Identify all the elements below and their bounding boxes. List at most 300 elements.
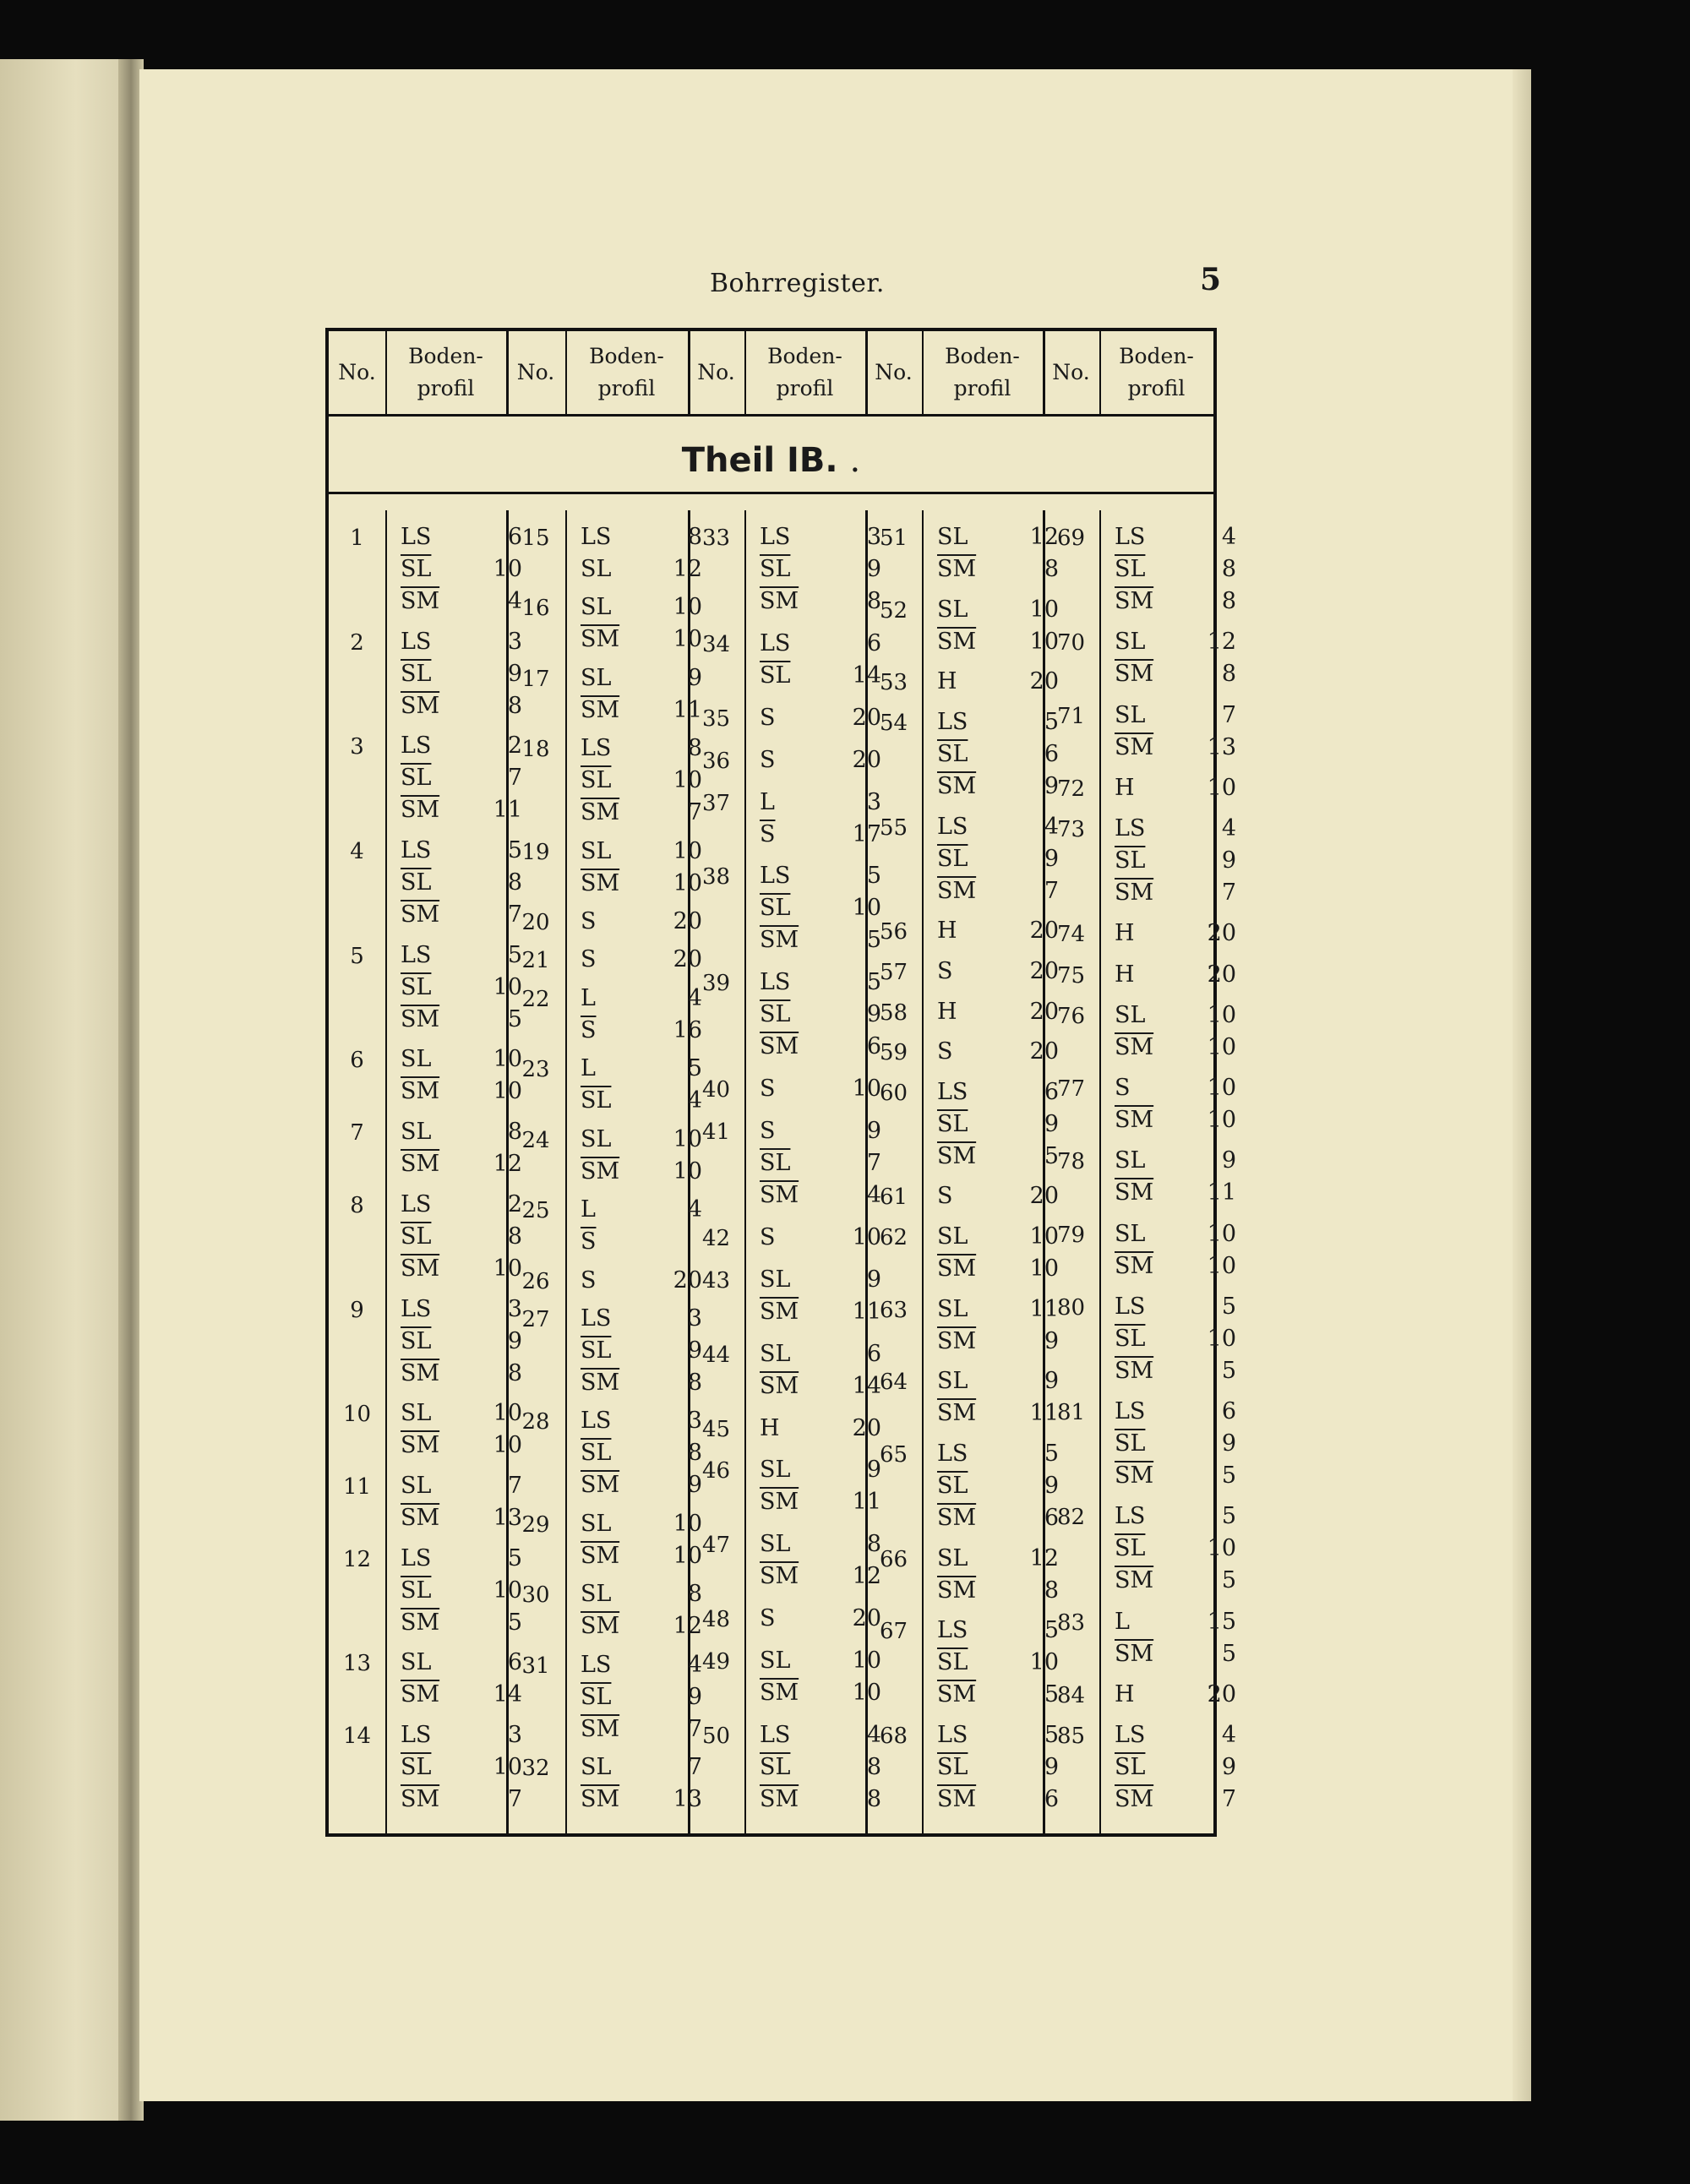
layer-thickness: 8 [1221,588,1236,614]
profile-layer [581,594,702,620]
soil-code: $\overline{SM}$ [401,1255,440,1282]
layer-thickness: 4 [687,984,702,1011]
profile-layer [1115,1221,1236,1247]
profile-layer [760,969,881,995]
layer-thickness: 20 [1029,1183,1059,1210]
soil-code: $\overline{SL}$ [937,845,968,872]
entry-number: 55 [879,814,908,841]
layer-thickness: 11 [1029,1400,1059,1427]
profile-layer [760,1182,881,1208]
entry-number: 65 [879,1442,908,1468]
soil-code: $\overline{SL}$ [401,556,432,582]
layer-thickness: 8 [507,869,522,896]
layer-thickness: 8 [507,1359,522,1386]
soil-code: SL [937,1544,968,1571]
layer-thickness: 11 [493,797,522,824]
profile-layer [937,1368,1059,1394]
layer-thickness: 20 [852,1414,881,1441]
soil-code: LS [581,524,612,550]
profile-layer [760,1033,881,1059]
profile-layer [937,709,1059,735]
profile-layer [937,1649,1059,1675]
profile-layer [401,556,522,582]
entry-number: 10 [342,1402,372,1428]
profile-layer [401,693,522,719]
profile-layer [760,662,881,689]
profile-layer [1115,1641,1236,1667]
profile-layer [1115,1535,1236,1561]
layer-thickness: 10 [1207,1033,1236,1060]
layer-thickness: 20 [852,746,881,773]
soil-code: $\overline{SM}$ [760,1372,799,1399]
soil-code: LS [760,1722,791,1748]
profile-layer [581,556,702,582]
layer-thickness: 4 [687,1087,702,1114]
profile-layer [1115,1786,1236,1812]
layer-thickness: 9 [866,1266,881,1293]
layer-thickness: 8 [866,1754,881,1780]
soil-code: $\overline{SL}$ [401,973,432,1000]
profile-layer [401,1609,522,1636]
profile-layer [581,665,702,691]
layer-thickness: 3 [687,1408,702,1435]
profile-layer [581,1511,702,1537]
entry-number: 48 [701,1607,731,1633]
entry-number: 37 [701,790,731,816]
layer-thickness: 10 [1207,774,1236,801]
layer-thickness: 4 [687,1651,702,1678]
soil-code: LS [937,708,968,735]
soil-code: LS [1115,1503,1146,1530]
entry-number: 38 [701,864,731,890]
soil-code: SL [1115,1147,1146,1174]
profile-layer [581,1754,702,1780]
soil-code: $\overline{SL}$ [1115,1535,1146,1562]
profile-layer [760,1373,881,1399]
soil-code: SL [1115,701,1146,728]
layer-thickness: 4 [866,1722,881,1748]
entry-number: 27 [521,1306,550,1332]
soil-code: $\overline{SL}$ [401,869,432,896]
profile-layer [1115,847,1236,874]
profile-layer [401,733,522,759]
profile-layer [760,747,881,773]
entry-number: 49 [701,1649,731,1675]
entry-number: 56 [879,919,908,945]
entry-number: 63 [879,1297,908,1323]
soil-code: SL [937,524,968,550]
profile-layer [1115,1430,1236,1457]
soil-code: $\overline{SL}$ [760,1754,791,1780]
layer-thickness: 6 [1044,740,1059,767]
layer-thickness: 6 [1044,1078,1059,1105]
profile-layer [937,668,1059,694]
soil-code: LS [1115,1722,1146,1748]
profile-layer [937,1079,1059,1105]
section-title [329,441,1213,480]
soil-code: LS [760,969,791,996]
header-no: No. [697,360,735,384]
soil-code: $\overline{SM}$ [937,628,977,655]
profile-layer [401,1505,522,1531]
soil-code: $\overline{SL}$ [581,1683,612,1710]
layer-thickness: 9 [1221,1754,1236,1780]
soil-code: S [760,746,776,773]
profile-layer [401,1360,522,1386]
soil-code: $\overline{SM}$ [760,1298,799,1325]
profile-layer [581,1017,702,1043]
soil-code: $\overline{SM}$ [1115,1786,1154,1812]
soil-code: S [937,1183,953,1210]
profile-layer [760,1648,881,1674]
profile-layer [760,1341,881,1367]
profile-layer [1115,1567,1236,1593]
soil-code: LS [401,1544,432,1571]
layer-thickness: 5 [1044,708,1059,735]
header-bodenprofil: Boden- profil [1119,344,1194,400]
profile-layer [581,870,702,896]
layer-thickness: 20 [1029,918,1059,945]
layer-thickness: 9 [1044,1473,1059,1500]
layer-thickness: 5 [866,927,881,954]
layer-thickness: 3 [507,1295,522,1322]
soil-code: $\overline{SM}$ [581,626,620,653]
layer-thickness: 10 [1029,1649,1059,1676]
table-rule-2 [329,492,1213,494]
layer-thickness: 10 [493,1046,522,1073]
entry-number: 42 [701,1225,731,1251]
layer-thickness: 10 [1207,1252,1236,1279]
soil-code: $\overline{SM}$ [401,1078,440,1105]
soil-code: $\overline{SM}$ [937,877,977,904]
layer-thickness: 10 [673,837,702,864]
entry-number: 24 [521,1127,550,1153]
entry-number: 73 [1056,817,1086,842]
layer-thickness: 16 [673,1016,702,1043]
soil-code: S [937,1038,953,1065]
soil-code: $\overline{SL}$ [1115,1754,1146,1780]
entry-number: 85 [1056,1724,1086,1749]
entry-number: 35 [701,705,731,732]
profile-layer [760,524,881,550]
layer-thickness: 10 [1207,1075,1236,1101]
soil-code: $\overline{S}$ [760,820,776,847]
soil-code: SL [401,1649,432,1676]
layer-thickness: 7 [507,901,522,929]
soil-code: SL [581,664,612,691]
profile-layer [401,1545,522,1571]
profile-layer [937,1223,1059,1250]
soil-code: SL [581,1125,612,1152]
profile-layer [581,1370,702,1396]
entry-number: 2 [350,629,364,656]
entry-number: 39 [701,971,731,997]
soil-code: SL [1115,1001,1146,1028]
profile-layer [401,797,522,823]
layer-thickness: 10 [852,1223,881,1250]
profile-layer [1115,1075,1236,1101]
profile-layer [581,946,702,972]
header-no: No. [1052,360,1090,384]
profile-layer [581,1684,702,1710]
profile-layer [937,1681,1059,1707]
soil-code: H [760,1414,780,1441]
soil-code: $\overline{SL}$ [937,1473,968,1500]
soil-code: $\overline{SM}$ [581,696,620,723]
page-edge [1513,69,1531,2101]
layer-thickness: 10 [673,1157,702,1185]
soil-code: $\overline{SL}$ [581,1440,612,1467]
layer-thickness: 7 [1221,880,1236,906]
profile-layer [581,1652,702,1678]
profile-layer [937,1754,1059,1780]
layer-thickness: 17 [852,820,881,847]
soil-code: $\overline{SM}$ [1115,1179,1154,1206]
profile-layer [937,1545,1059,1571]
layer-thickness: 12 [852,1563,881,1590]
soil-code: H [1115,1680,1135,1707]
profile-layer [1115,1253,1236,1279]
entry-number: 67 [879,1619,908,1645]
profile-layer [401,1255,522,1282]
profile-layer [1115,1034,1236,1060]
layer-thickness: 8 [866,588,881,614]
layer-thickness: 9 [687,664,702,691]
layer-thickness: 20 [673,908,702,935]
profile-layer [1115,1358,1236,1384]
profile-layer [937,1441,1059,1467]
profile-layer [760,1001,881,1027]
entry-number: 15 [521,526,550,551]
soil-code: $\overline{SL}$ [760,662,791,689]
soil-code: SL [401,1046,432,1073]
soil-code: $\overline{SM}$ [581,799,620,826]
soil-code: $\overline{SL}$ [760,556,791,582]
soil-code: SL [760,1266,791,1293]
profile-layer [760,821,881,847]
layer-thickness: 5 [507,837,522,864]
soil-code: LS [937,813,968,840]
soil-code: $\overline{SL}$ [937,1754,968,1780]
profile-layer [937,556,1059,582]
soil-code: LS [401,524,432,550]
profile-layer [937,741,1059,767]
layer-thickness: 8 [507,1223,522,1250]
profile-layer [581,1472,702,1498]
soil-code: LS [937,1078,968,1105]
profile-layer [401,1006,522,1032]
profile-layer [401,942,522,968]
soil-code: SL [581,1754,612,1780]
soil-code: $\overline{SM}$ [1115,1640,1154,1667]
layer-thickness: 5 [1221,1462,1236,1489]
entry-number: 16 [521,596,550,622]
soil-code: SL [401,1119,432,1146]
layer-thickness: 20 [673,1266,702,1294]
profile-layer [401,1754,522,1780]
soil-code: LS [401,1722,432,1748]
soil-code: LS [401,628,432,655]
profile-layer [581,735,702,761]
layer-thickness: 20 [852,704,881,731]
profile-layer [1115,1681,1236,1707]
entry-number: 13 [342,1651,372,1677]
profile-layer [937,1617,1059,1643]
layer-thickness: 9 [1044,845,1059,872]
layer-thickness: 3 [687,1304,702,1332]
profile-layer [401,1078,522,1104]
soil-code: $\overline{SM}$ [760,1033,799,1060]
layer-thickness: 6 [866,629,881,656]
layer-thickness: 9 [1044,1327,1059,1354]
layer-thickness: 5 [1221,1567,1236,1594]
layer-thickness: 5 [1044,1681,1059,1708]
entry-number: 51 [879,526,908,551]
layer-thickness: 15 [1207,1608,1236,1635]
layer-thickness: 6 [866,1033,881,1060]
profile-layer [401,588,522,614]
layer-thickness: 10 [673,594,702,621]
profile-layer [1115,702,1236,728]
soil-code: LS [937,1441,968,1468]
entry-number: 50 [701,1724,731,1749]
layer-thickness: 7 [1044,877,1059,904]
soil-code: $\overline{SM}$ [937,1681,977,1708]
layer-thickness: 5 [507,1005,522,1032]
soil-code: $\overline{SM}$ [401,588,440,614]
profile-layer [760,1118,881,1144]
profile-layer [760,1266,881,1293]
entry-number: 60 [879,1080,908,1106]
soil-code: $\overline{SM}$ [401,797,440,824]
layer-thickness: 4 [1221,524,1236,550]
profile-layer [581,1543,702,1569]
soil-code: $\overline{SL}$ [760,1001,791,1028]
entry-number: 54 [879,710,908,736]
column-rule [1099,510,1101,1833]
layer-thickness: 5 [866,969,881,996]
entry-number: 74 [1056,922,1086,948]
entry-number: 29 [521,1511,550,1538]
profile-layer [760,1531,881,1557]
soil-code: SL [937,1295,968,1322]
profile-layer [1115,1754,1236,1780]
layer-thickness: 8 [687,1369,702,1396]
layer-thickness: 8 [507,1119,522,1146]
entry-number: 69 [1056,526,1086,551]
profile-layer [581,524,702,550]
entry-number: 70 [1056,630,1086,656]
entry-number: 81 [1056,1400,1086,1425]
layer-thickness: 14 [852,1372,881,1399]
profile-layer [937,773,1059,799]
profile-layer [760,1754,881,1780]
soil-code: SL [760,1340,791,1367]
soil-code: $\overline{SM}$ [1115,1462,1154,1489]
profile-layer [1115,1147,1236,1174]
layer-thickness: 8 [1221,661,1236,688]
entry-number: 62 [879,1225,908,1251]
profile-layer [581,1786,702,1812]
soil-code: $\overline{SM}$ [401,1786,440,1812]
entry-number: 72 [1056,776,1086,802]
layer-thickness: 5 [1221,1640,1236,1667]
profile-layer [581,1087,702,1114]
profile-layer [1115,775,1236,801]
layer-thickness: 9 [1044,772,1059,799]
profile-layer [760,863,881,889]
entry-number: 76 [1056,1003,1086,1029]
profile-layer [581,1305,702,1332]
layer-thickness: 12 [673,1613,702,1640]
soil-code: SL [760,1531,791,1558]
soil-code: $\overline{SL}$ [1115,1325,1146,1352]
soil-code: $\overline{SM}$ [760,927,799,954]
profile-layer [1115,1503,1236,1529]
layer-thickness: 12 [673,556,702,582]
entry-number: 57 [879,959,908,985]
soil-code: S [760,1076,776,1103]
profile-layer [581,697,702,723]
entry-number: 30 [521,1582,550,1609]
running-title: Bohrregister. [710,269,885,298]
layer-thickness: 13 [673,1786,702,1812]
entry-number: 8 [350,1192,364,1218]
profile-layer [760,789,881,815]
layer-thickness: 3 [507,1722,522,1748]
soil-code: $\overline{SM}$ [1115,588,1154,614]
soil-code: LS [401,733,432,760]
header-no: No. [875,360,913,384]
soil-code: $\overline{SM}$ [581,1369,620,1396]
profile-layer [760,1489,881,1515]
soil-code: LS [401,941,432,968]
profile-layer [581,626,702,652]
header-bodenprofil: Boden- profil [408,344,483,400]
soil-code: L [581,984,596,1011]
entry-number: 41 [701,1119,731,1146]
soil-code: SL [937,1223,968,1250]
layer-thickness: 12 [1029,524,1059,550]
soil-code: $\overline{SM}$ [1115,1107,1154,1133]
entry-number: 17 [521,666,550,692]
layer-thickness: 10 [673,1542,702,1569]
profile-layer [581,1613,702,1639]
profile-layer [937,814,1059,840]
profile-layer [937,596,1059,623]
layer-thickness: 9 [1221,847,1236,874]
profile-layer [760,895,881,921]
profile-layer [937,1255,1059,1282]
soil-code: $\overline{SL}$ [760,895,791,922]
layer-thickness: 10 [493,1400,522,1427]
layer-thickness: 7 [1221,1786,1236,1812]
soil-code: $\overline{SM}$ [401,1504,440,1531]
layer-thickness: 5 [1221,1293,1236,1320]
profile-layer [581,1055,702,1081]
profile-layer [581,908,702,934]
soil-code: SL [581,1510,612,1537]
soil-code: $\overline{SM}$ [760,588,799,614]
soil-code: SL [1115,629,1146,656]
soil-code: $\overline{SM}$ [401,1681,440,1708]
layer-thickness: 10 [673,1510,702,1537]
soil-code: $\overline{SM}$ [1115,1033,1154,1060]
layer-thickness: 6 [507,524,522,550]
profile-layer [937,1400,1059,1426]
profile-layer [760,1680,881,1706]
profile-layer [581,799,702,825]
